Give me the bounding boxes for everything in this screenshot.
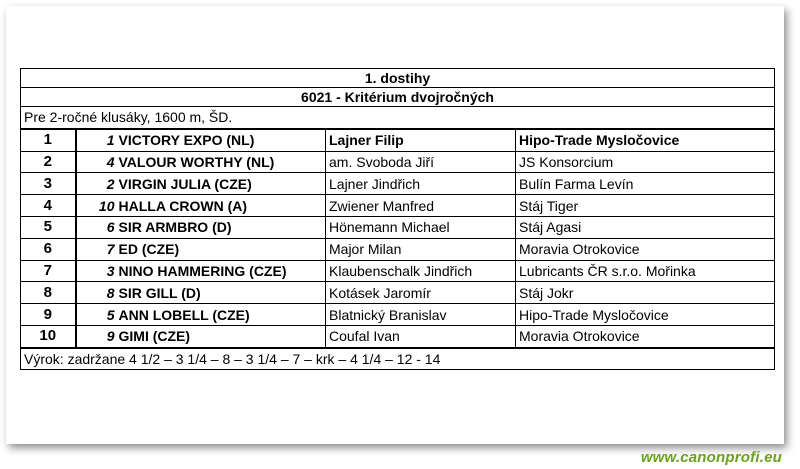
start-number: 7: [76, 238, 116, 260]
result-row: [21, 129, 775, 151]
stable-name: Stáj Agasi: [516, 216, 775, 238]
stable-name: Stáj Tiger: [516, 195, 775, 217]
horse-name: HALLA CROWN (A): [116, 195, 326, 217]
result-row: [21, 173, 775, 195]
driver-name: Coufal Ivan: [326, 325, 516, 347]
finish-position: 10: [21, 325, 76, 347]
stable-name: Moravia Otrokovice: [516, 325, 775, 347]
race-conditions: Pre 2-ročné klusáky, 1600 m, ŠD.: [21, 107, 775, 129]
horse-name: GIMI (CZE): [116, 325, 326, 347]
stable-name: Bulín Farma Levín: [516, 173, 775, 195]
horse-name: ED (CZE): [116, 238, 326, 260]
start-number: 10: [76, 195, 116, 217]
start-number: 1: [76, 129, 116, 151]
horse-name: SIR ARMBRO (D): [116, 216, 326, 238]
finish-position: 5: [21, 216, 76, 238]
result-row: [21, 325, 775, 347]
driver-name: am. Svoboda Jiří: [326, 151, 516, 173]
result-row: [21, 151, 775, 173]
finish-position: 7: [21, 260, 76, 282]
result-row: [21, 260, 775, 282]
start-number: 2: [76, 173, 116, 195]
driver-name: Lajner Jindřich: [326, 173, 516, 195]
stable-name: Hipo-Trade Mysločovice: [516, 304, 775, 326]
start-number: 4: [76, 151, 116, 173]
driver-name: Hönemann Michael: [326, 216, 516, 238]
stable-name: Hipo-Trade Mysločovice: [516, 129, 775, 151]
result-row: [21, 238, 775, 260]
finish-position: 3: [21, 173, 76, 195]
start-number: 9: [76, 325, 116, 347]
driver-name: Blatnický Branislav: [326, 304, 516, 326]
stable-name: JS Konsorcium: [516, 151, 775, 173]
finish-position: 2: [21, 151, 76, 173]
race-results-table: [20, 68, 775, 370]
finish-position: 9: [21, 304, 76, 326]
finish-position: 8: [21, 282, 76, 304]
driver-name: Major Milan: [326, 238, 516, 260]
result-row: [21, 195, 775, 217]
horse-name: ANN LOBELL (CZE): [116, 304, 326, 326]
race-heading: 1. dostihy: [21, 69, 775, 88]
horse-name: VALOUR WORTHY (NL): [116, 151, 326, 173]
race-name-row: [21, 88, 775, 107]
finish-position: 6: [21, 238, 76, 260]
finish-position: 4: [21, 195, 76, 217]
driver-name: Klaubenschalk Jindřich: [326, 260, 516, 282]
stable-name: Stáj Jokr: [516, 282, 775, 304]
result-row: [21, 216, 775, 238]
driver-name: Zwiener Manfred: [326, 195, 516, 217]
horse-name: VIRGIN JULIA (CZE): [116, 173, 326, 195]
horse-name: NINO HAMMERING (CZE): [116, 260, 326, 282]
driver-name: Kotásek Jaromír: [326, 282, 516, 304]
margins-row: [21, 348, 775, 370]
driver-name: Lajner Filip: [326, 129, 516, 151]
start-number: 6: [76, 216, 116, 238]
start-number: 3: [76, 260, 116, 282]
finish-margins: Výrok: zadržane 4 1/2 – 3 1/4 – 8 – 3 1/4 – 7 – krk – 4 1/4 – 12 - 14: [21, 348, 775, 370]
result-row: [21, 282, 775, 304]
finish-position: 1: [21, 129, 76, 151]
horse-name: VICTORY EXPO (NL): [116, 129, 326, 151]
stable-name: Moravia Otrokovice: [516, 238, 775, 260]
race-heading-row: [21, 69, 775, 88]
result-row: [21, 304, 775, 326]
race-conditions-row: [21, 107, 775, 129]
stable-name: Lubricants ČR s.r.o. Mořinka: [516, 260, 775, 282]
watermark-text: www.canonprofi.eu: [640, 449, 782, 466]
start-number: 5: [76, 304, 116, 326]
start-number: 8: [76, 282, 116, 304]
horse-name: SIR GILL (D): [116, 282, 326, 304]
race-name: 6021 - Kritérium dvojročných: [21, 88, 775, 107]
